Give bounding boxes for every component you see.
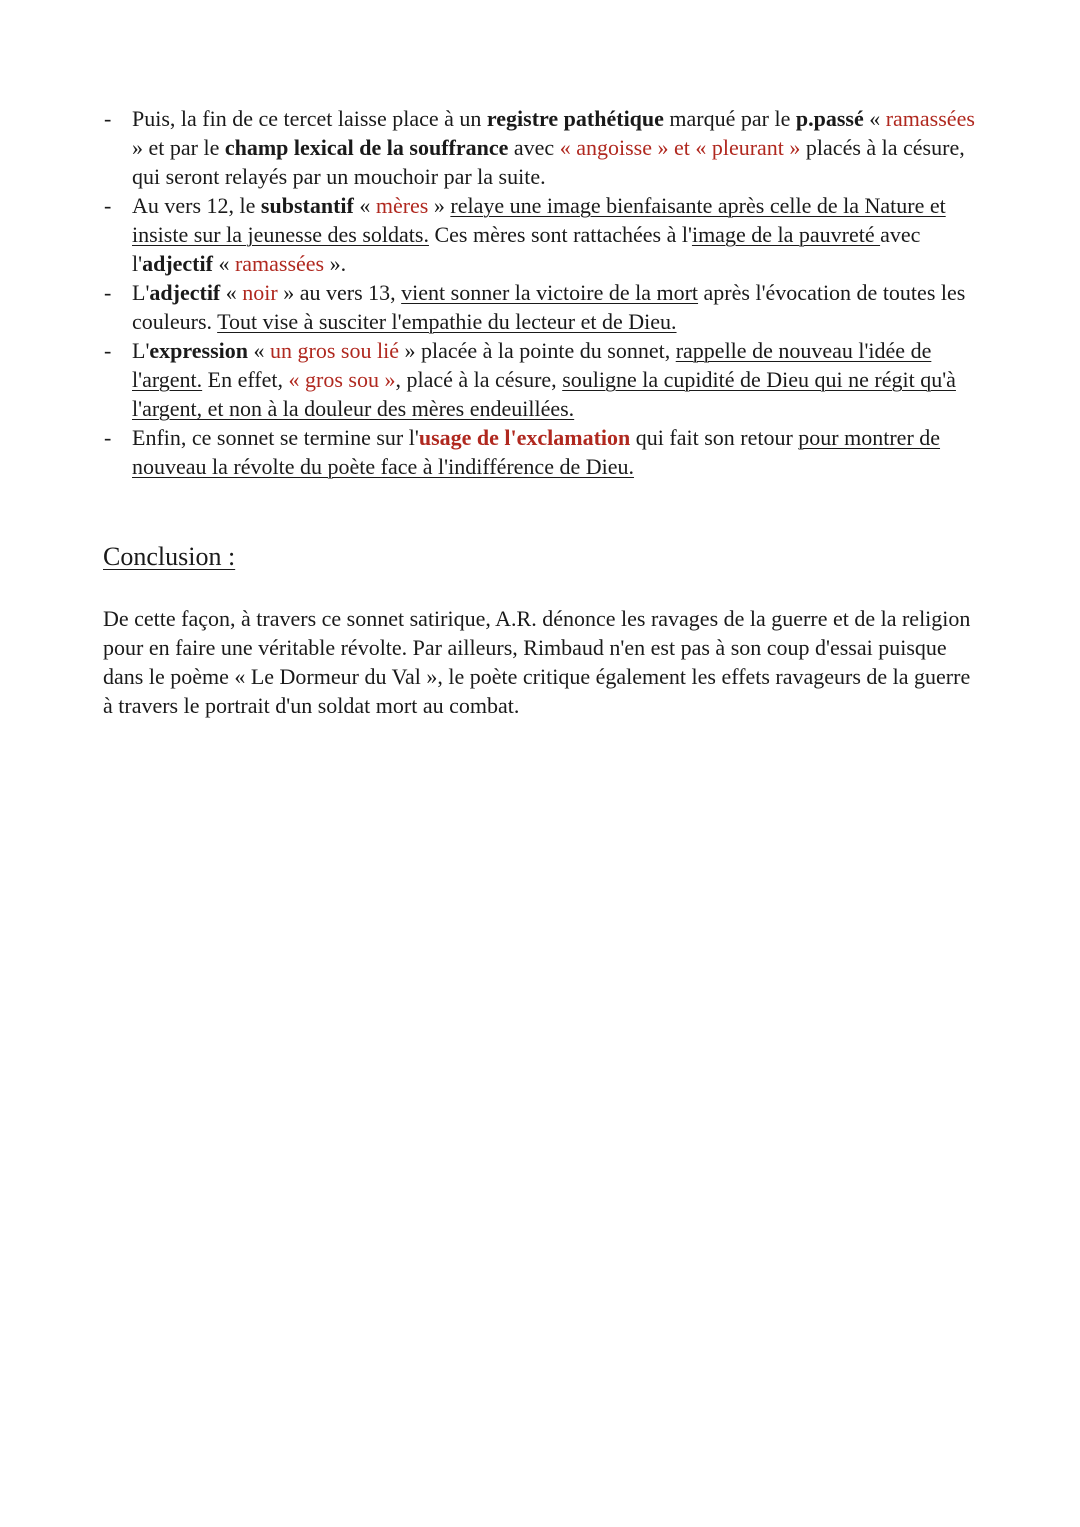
text-run: L'	[132, 338, 150, 363]
quote-mark: «	[212, 251, 235, 276]
quote-mark: ».	[324, 251, 347, 276]
bullet-item-gros-sou	[0, 336, 980, 423]
conclusion-heading: Conclusion :	[103, 542, 236, 571]
text-run: » au vers 13,	[277, 280, 402, 305]
bold-term: expression	[149, 338, 249, 363]
underlined-phrase: vient sonner la victoire de la mort	[401, 280, 699, 305]
text-run: qui fait son retour	[630, 425, 799, 450]
bullet-item-noir	[0, 278, 980, 336]
quoted-words: « angoisse » et « pleurant »	[559, 135, 801, 160]
bullet-item-meres	[0, 191, 980, 278]
conclusion-paragraph: De cette façon, à travers ce sonnet satirique, A.R. dénonce les ravages de la guerre et de la religion pour en faire une véritable révolte. Par ailleurs, Rimbaud n'en est pas à son coup d'essai puisque dans le poème « Le Dormeur du Val », le poète critique également les effets ravageurs de la guerre à travers le portrait d'un soldat mort au combat.	[103, 606, 971, 718]
text-run: marqué par le	[663, 106, 796, 131]
bold-term: substantif	[260, 193, 354, 218]
text-run: L'	[132, 280, 150, 305]
bold-term: adjectif	[142, 251, 213, 276]
bold-term: registre pathétique	[486, 106, 664, 131]
underlined-phrase: image de la pauvreté	[691, 222, 881, 247]
text-run: placés à la césure, qui seront relayés par un mouchoir par la suite.	[132, 135, 965, 189]
quoted-words: un gros sou lié	[270, 338, 399, 363]
analysis-bullet-list	[0, 104, 1000, 481]
bullet-dash: -	[104, 338, 112, 363]
quoted-word: ramassées	[885, 106, 975, 131]
underlined-phrase: souligne la cupidité de Dieu qui ne régit qu'à l'argent, et non à la douleur des mères endeuillées.	[132, 367, 956, 421]
quote-mark: «	[248, 338, 271, 363]
quote-mark: «	[869, 106, 886, 131]
text-run: » placée à la pointe du sonnet,	[398, 338, 676, 363]
bullet-dash: -	[104, 280, 112, 305]
text-run: avec l'	[132, 222, 921, 276]
text-run: et par le	[143, 135, 225, 160]
bullet-dash: -	[104, 106, 112, 131]
quote-mark: «	[353, 193, 376, 218]
text-run: En effet,	[202, 367, 289, 392]
underlined-phrase: pour montrer de nouveau la révolte du poète face à l'indifférence de Dieu.	[132, 425, 941, 479]
quoted-word: noir	[242, 280, 278, 305]
bold-term: p.passé	[795, 106, 864, 131]
quoted-words: « gros sou »	[288, 367, 396, 392]
quote-mark: »	[428, 193, 451, 218]
quoted-word: ramassées	[234, 251, 325, 276]
quoted-word: mères	[375, 193, 429, 218]
text-run: Au vers 12, le	[132, 193, 261, 218]
underlined-phrase: rappelle de nouveau l'idée de l'argent.	[132, 338, 932, 392]
text-run: Enfin, ce sonnet se termine sur l'	[132, 425, 419, 450]
underlined-phrase: Tout vise à susciter l'empathie du lecteur et de Dieu.	[217, 309, 677, 334]
quote-mark: »	[132, 135, 143, 160]
text-run: , placé à la césure,	[395, 367, 563, 392]
quote-mark: «	[220, 280, 243, 305]
text-run: Puis, la fin de ce tercet laisse place à un	[132, 106, 487, 131]
bullet-dash: -	[104, 193, 112, 218]
underlined-phrase: relaye une image bienfaisante après celle de la Nature et insiste sur la jeunesse des soldats.	[132, 193, 946, 247]
text-run: après l'évocation de toutes les couleurs.	[132, 280, 966, 334]
bullet-dash: -	[104, 425, 112, 450]
text-run: avec	[508, 135, 560, 160]
text-run: Ces mères sont rattachées à l'	[428, 222, 692, 247]
bullet-item-pathetique	[0, 104, 980, 191]
bold-term: champ lexical de la souffrance	[224, 135, 509, 160]
bold-term: adjectif	[149, 280, 221, 305]
bullet-item-exclamation	[0, 423, 980, 481]
bold-red-term: usage de l'exclamation	[418, 425, 631, 450]
